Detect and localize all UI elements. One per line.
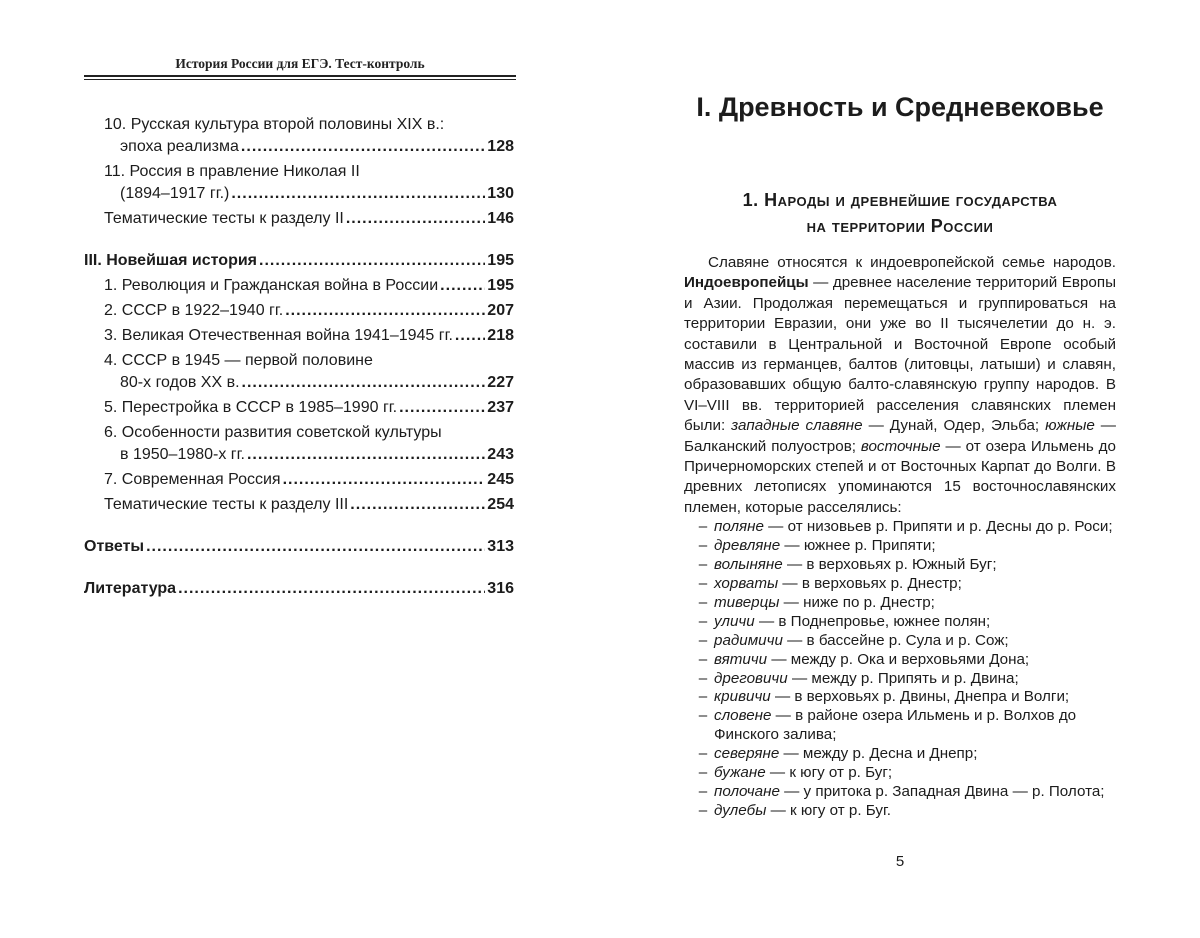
toc-section-entry[interactable] <box>84 536 514 558</box>
body-text <box>684 253 1116 821</box>
leader-dots <box>399 397 485 419</box>
dash-bullet: – <box>698 612 708 630</box>
sentence: — от озера Ильмень до Причерноморских степей и от Восточных Карпат до Волги. В древних летописях упоминаются 15 восточнославянских племен, которые расселялись: <box>684 437 1116 516</box>
list-item <box>684 594 1116 613</box>
dash-bullet: – <box>698 650 708 668</box>
dash-bullet: – <box>698 631 708 649</box>
section-title-line: 1. Народы и древнейшие государства <box>742 190 1058 210</box>
intro-paragraph <box>684 253 1116 518</box>
leader-dots <box>259 250 485 272</box>
dash-bullet: – <box>698 801 708 819</box>
dash-bullet: – <box>698 518 708 536</box>
list-item <box>684 575 1116 594</box>
tribe-name: дреговичи <box>714 669 788 687</box>
toc-entry-title: 3. Великая Отечественная война 1941–1945 гг. <box>104 327 453 344</box>
toc-page-number: 195 <box>487 277 514 294</box>
sentence: Славяне относятся к индоевропейской семье народов. <box>708 254 1116 271</box>
list-item <box>684 745 1116 764</box>
tribes-list <box>684 518 1116 821</box>
tribe-name: бужане <box>714 764 766 782</box>
list-item <box>684 707 1116 745</box>
dash-bullet: – <box>698 782 708 800</box>
tribe-desc: — между р. Десна и Днепр; <box>779 745 978 763</box>
toc-entry[interactable] <box>84 208 514 230</box>
dash-bullet: – <box>698 556 708 574</box>
leader-dots <box>146 536 485 558</box>
toc-page-number: 195 <box>487 252 514 269</box>
tribe-name: тиверцы <box>714 593 780 611</box>
sentence: — древнее население территорий Европы и Азии. Продолжая перемещаться и группироваться на территории Евразии, они уже во II тысячелетии до н. э. составили в Центральной и Восточной Европе особый массив из германцев, балтов (литовцы, латыши) и славян, образовавших общую балто-славянскую группу народов. В VI–VIII вв. территорией расселения славянских племен были: <box>684 274 1116 435</box>
tribe-name: хорваты <box>714 575 779 592</box>
toc-page-number: 218 <box>487 327 514 344</box>
toc-page-number: 207 <box>487 302 514 319</box>
list-item <box>684 670 1116 689</box>
list-item <box>684 537 1116 556</box>
tribe-desc: — между р. Ока и верховьями Дона; <box>767 650 1030 668</box>
tribe-desc: — в верховьях р. Двины, Днепра и Волги; <box>770 688 1070 706</box>
tribe-desc: — в бассейне р. Сула и р. Сож; <box>782 631 1009 649</box>
toc-entry[interactable] <box>84 494 514 516</box>
tribe-name: дулебы <box>714 801 767 819</box>
toc-entry[interactable] <box>84 161 514 205</box>
leader-dots <box>440 275 485 297</box>
dash-bullet: – <box>698 745 708 763</box>
tribe-desc: — от низовьев р. Припяти и р. Десны до р. Роси; <box>763 518 1113 536</box>
list-item <box>684 632 1116 651</box>
tribe-desc: — в районе озера Ильмень и р. Волхов до Финского залива; <box>714 707 1077 744</box>
toc-entry-title: 5. Перестройка в СССР в 1985–1990 гг. <box>104 399 398 416</box>
sentence: — Дунай, Одер, Эльба; <box>862 417 1046 435</box>
leader-dots <box>285 300 485 322</box>
leader-dots <box>346 208 485 230</box>
toc-entry-title: 11. Россия в правление Николая II <box>104 163 360 180</box>
list-item <box>684 613 1116 632</box>
list-item <box>684 802 1116 821</box>
dash-bullet: – <box>698 669 708 687</box>
list-item <box>684 651 1116 670</box>
leader-dots <box>241 136 485 158</box>
list-item <box>684 556 1116 575</box>
term-bold: Индоевропейцы <box>684 274 809 292</box>
chapter-title: I. Древность и Средневековье <box>696 92 1104 122</box>
toc-entry-title: 7. Современная Россия <box>104 471 281 488</box>
right-page <box>600 0 1200 938</box>
list-item <box>684 688 1116 707</box>
tribe-desc: — в Поднепровье, южнее полян; <box>754 612 991 630</box>
table-of-contents <box>84 114 514 603</box>
list-item <box>684 783 1116 802</box>
tribe-desc: — между р. Припять и р. Двина; <box>787 669 1019 687</box>
tribe-name: кривичи <box>714 688 771 706</box>
tribe-name: поляне <box>714 518 764 536</box>
toc-page-number: 130 <box>487 185 514 202</box>
leader-dots <box>350 494 485 516</box>
dash-bullet: – <box>698 593 708 611</box>
leader-dots <box>247 444 485 466</box>
toc-page-number: 243 <box>487 446 514 463</box>
toc-page-number: 227 <box>487 374 514 391</box>
toc-entry[interactable] <box>84 300 514 322</box>
tribe-desc: — ниже по р. Днестр; <box>779 593 935 611</box>
running-head: История России для ЕГЭ. Тест-контроль <box>175 56 425 71</box>
toc-entry-title: в 1950–1980-х гг. <box>120 446 245 463</box>
toc-page-number: 254 <box>487 496 514 513</box>
term-italic: восточные <box>860 437 941 455</box>
term-italic: южные <box>1045 417 1095 435</box>
toc-entry[interactable] <box>84 275 514 297</box>
toc-section-entry[interactable] <box>84 578 514 600</box>
toc-entry-title: Тематические тесты к разделу III <box>104 496 349 513</box>
page-number: 5 <box>895 853 905 870</box>
toc-entry-title: 2. СССР в 1922–1940 гг. <box>104 302 284 319</box>
tribe-name: вятичи <box>714 650 768 668</box>
tribe-name: полочане <box>714 782 780 800</box>
tribe-name: радимичи <box>714 631 783 649</box>
toc-section-title: Ответы <box>84 538 145 555</box>
tribe-desc: — южнее р. Припяти; <box>780 537 936 555</box>
tribe-desc: — у притока р. Западная Двина — р. Полота; <box>779 782 1105 800</box>
leader-dots <box>242 372 486 394</box>
list-item <box>684 518 1116 537</box>
tribe-desc: — к югу от р. Буг. <box>766 801 891 819</box>
toc-entry[interactable] <box>84 114 514 158</box>
dash-bullet: – <box>698 575 708 592</box>
toc-entry-title: 10. Русская культура второй половины XIX в.: <box>104 116 445 133</box>
tribe-name: уличи <box>714 612 755 630</box>
tribe-desc: — в верховьях р. Южный Буг; <box>782 556 997 574</box>
toc-entry[interactable] <box>84 350 514 394</box>
section-title-line: на территории России <box>806 216 994 236</box>
toc-entry-title: 4. СССР в 1945 — первой половине <box>104 352 373 369</box>
tribe-desc: — в верховьях р. Днестр; <box>778 575 962 592</box>
dash-bullet: – <box>698 707 708 725</box>
tribe-name: северяне <box>714 745 780 763</box>
toc-page-number: 237 <box>487 399 514 416</box>
toc-page-number: 316 <box>487 580 514 597</box>
tribe-desc: — к югу от р. Буг; <box>765 764 893 782</box>
section-title <box>684 187 1116 239</box>
toc-section-title: Литература <box>84 580 177 597</box>
toc-entry-title: эпоха реализма <box>120 138 239 155</box>
leader-dots <box>231 183 485 205</box>
header-rule-thick <box>84 75 516 77</box>
toc-page-number: 146 <box>487 210 514 227</box>
dash-bullet: – <box>698 537 708 555</box>
toc-section-title: III. Новейшая история <box>84 252 258 269</box>
tribe-name: древляне <box>714 537 781 555</box>
toc-page-number: 313 <box>487 538 514 555</box>
toc-entry-title: Тематические тесты к разделу II <box>104 210 344 227</box>
leader-dots <box>178 578 485 600</box>
leader-dots <box>455 325 485 347</box>
toc-section-entry[interactable] <box>84 250 514 272</box>
toc-entry[interactable] <box>84 397 514 419</box>
toc-entry-title: (1894–1917 гг.) <box>120 185 230 202</box>
term-italic: западные славяне <box>731 417 863 435</box>
tribe-name: волыняне <box>714 556 783 574</box>
dash-bullet: – <box>698 688 708 706</box>
toc-page-number: 128 <box>487 138 514 155</box>
toc-page-number: 245 <box>487 471 514 488</box>
sentence: — Балканский полуостров; <box>684 417 1116 455</box>
leader-dots <box>283 469 486 491</box>
header-rule-thin <box>84 79 516 80</box>
tribe-name: словене <box>714 707 772 725</box>
toc-entry[interactable] <box>84 325 514 347</box>
toc-entry-title: 1. Революция и Гражданская война в России <box>104 277 439 294</box>
toc-entry-title: 6. Особенности развития советской культуры <box>104 424 442 441</box>
list-item <box>684 764 1116 783</box>
toc-entry-title: 80-х годов XX в. <box>120 374 240 391</box>
dash-bullet: – <box>698 764 708 782</box>
toc-entry[interactable] <box>84 469 514 491</box>
toc-entry[interactable] <box>84 422 514 466</box>
